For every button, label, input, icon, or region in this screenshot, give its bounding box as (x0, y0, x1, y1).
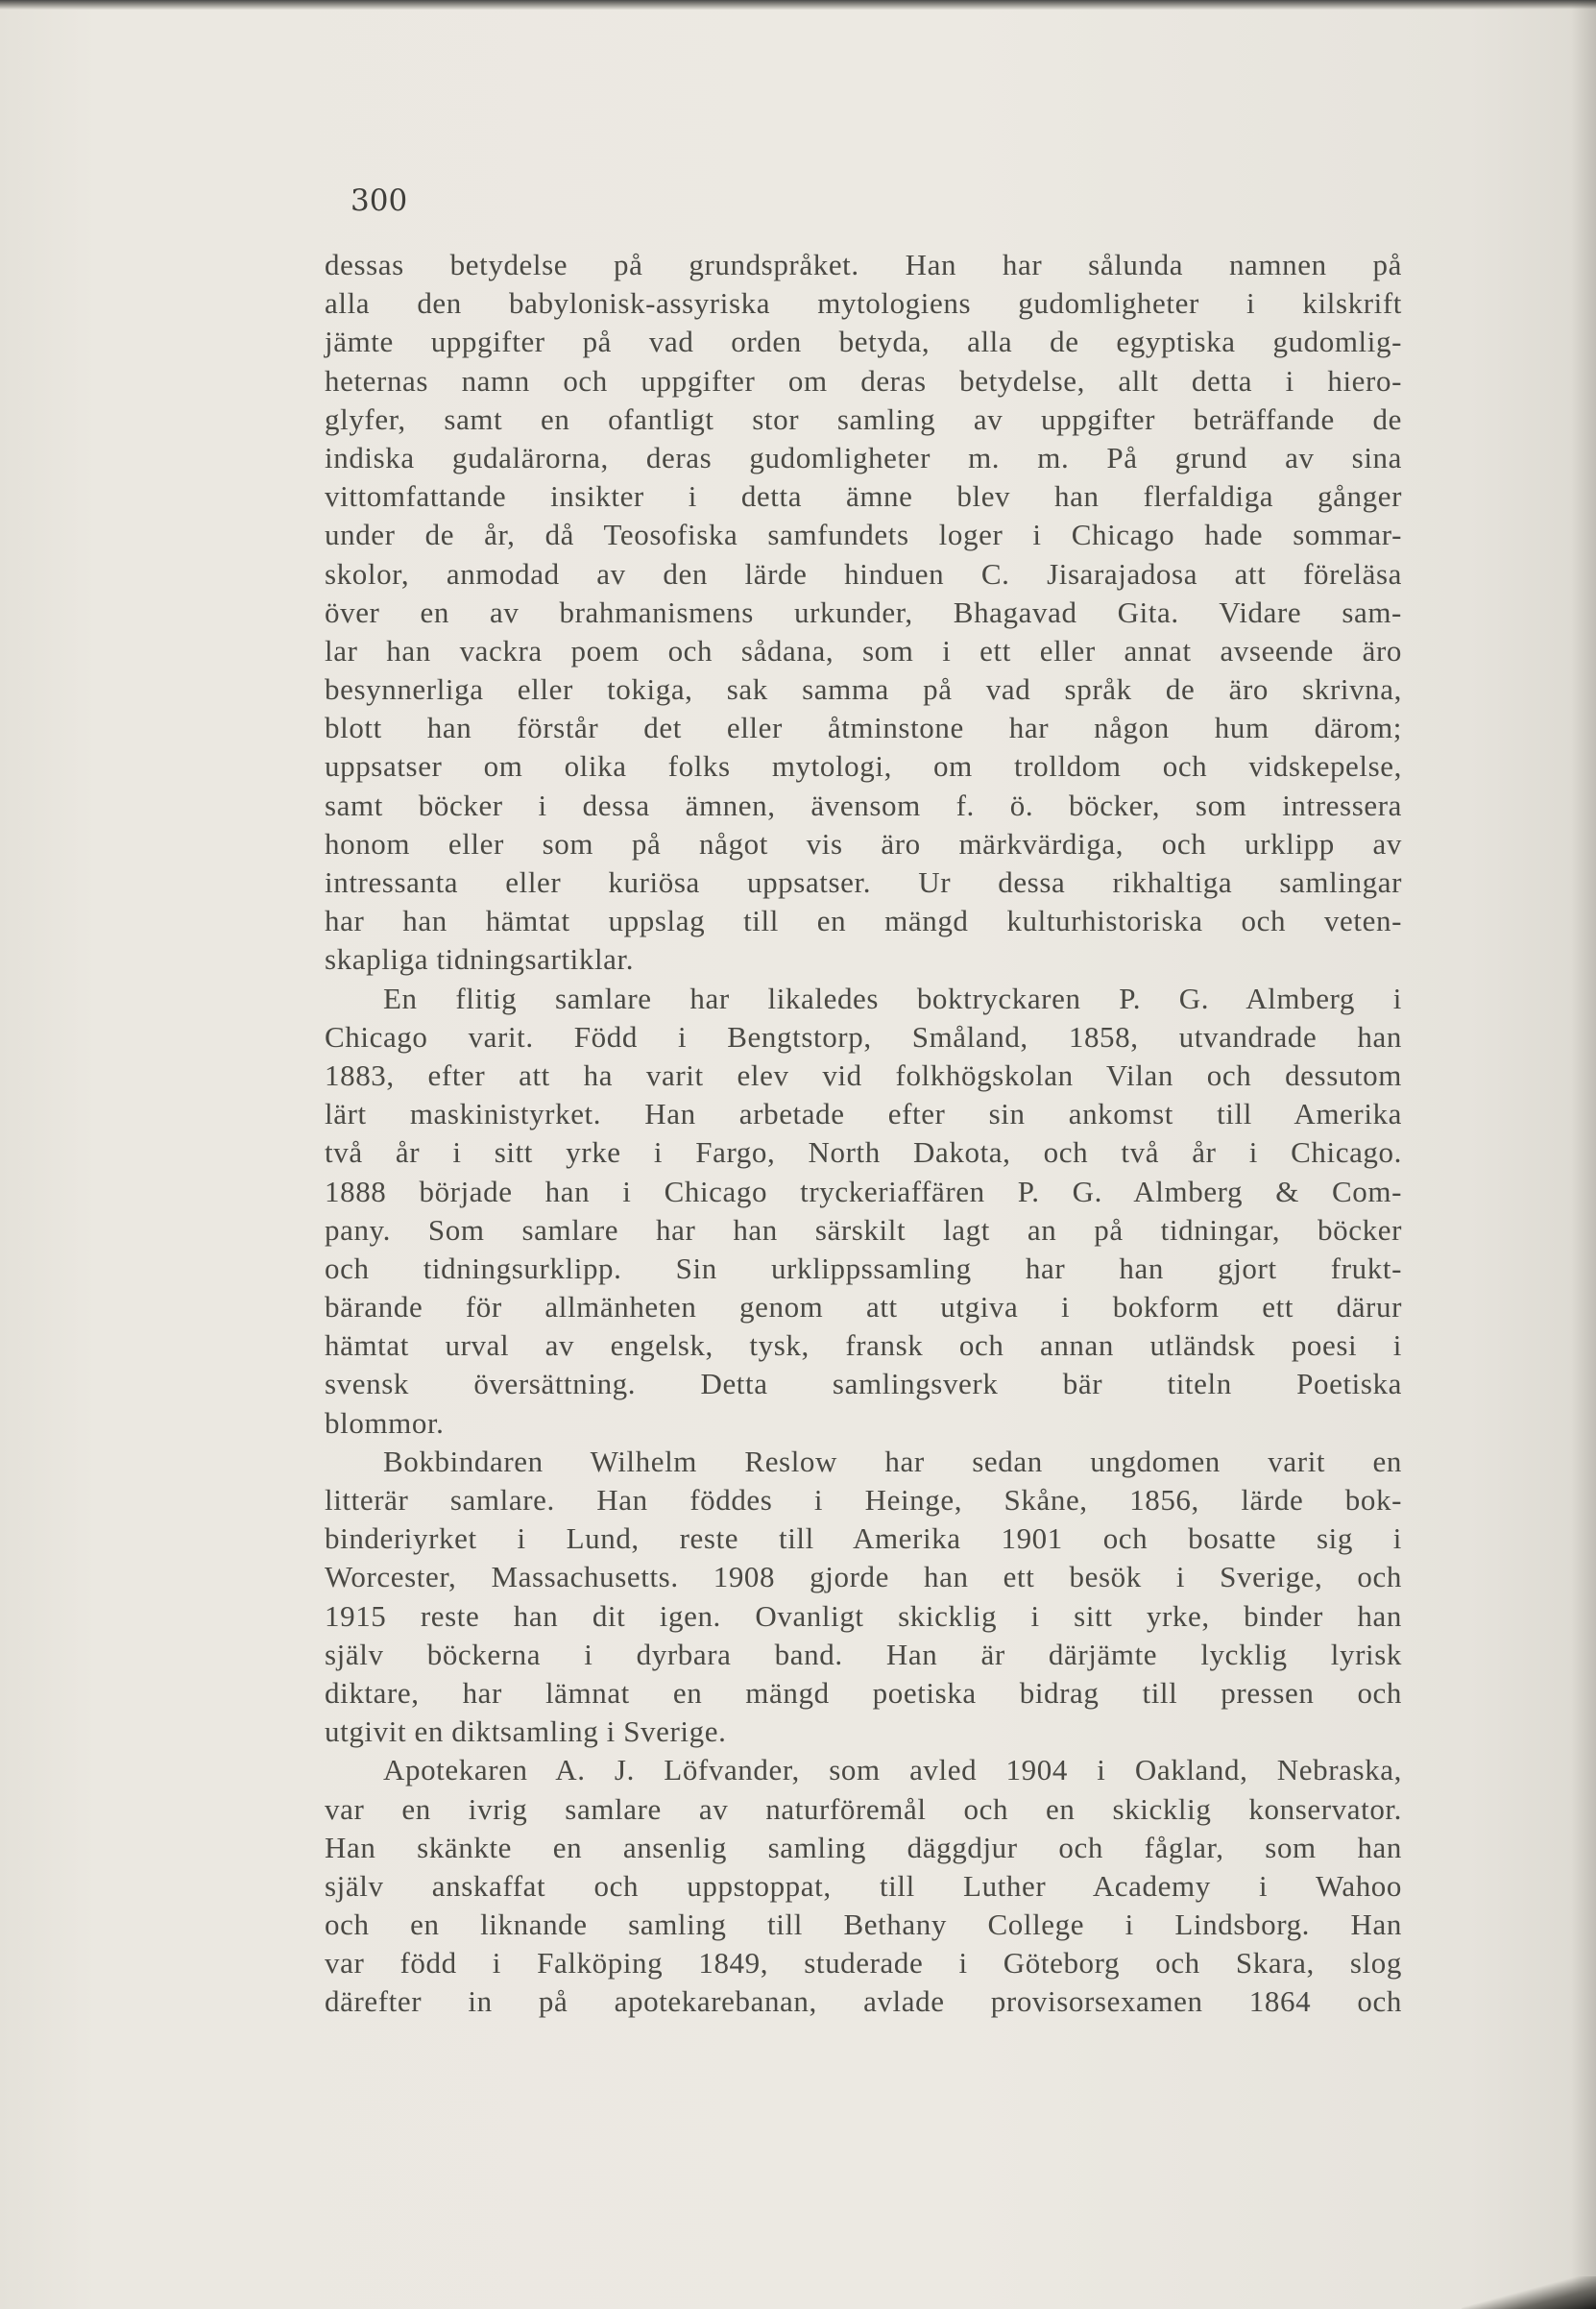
text-line: heternas namn och uppgifter om deras betydelse, allt detta i hiero- (325, 363, 1402, 398)
text-line: Han skänkte en ansenlig samling däggdjur och fåglar, som han (325, 1830, 1402, 1864)
text-line: skapliga tidningsartiklar. (325, 942, 635, 977)
text-line: uppsatser om olika folks mytologi, om trolldom och vidskepelse, (325, 749, 1402, 784)
text-line: var född i Falköping 1849, studerade i Göteborg och Skara, slog (325, 1946, 1402, 1981)
page-number: 300 (351, 183, 408, 218)
text-line: besynnerliga eller tokiga, sak samma på vad språk de äro skrivna, (325, 672, 1402, 707)
text-line: litterär samlare. Han föddes i Heinge, Skåne, 1856, lärde bok- (325, 1483, 1402, 1517)
text-line: 1883, efter att ha varit elev vid folkhögskolan Vilan och dessutom (325, 1057, 1402, 1092)
text-line: och en liknande samling till Bethany College i Lindsborg. Han (325, 1908, 1402, 1942)
text-line: var en ivrig samlare av naturföremål och en skicklig konservator. (325, 1791, 1402, 1826)
text-line: indiska gudalärorna, deras gudomligheter m. m. På grund av sina (325, 440, 1402, 474)
text-line: har han hämtat uppslag till en mängd kulturhistoriska och veten- (325, 904, 1402, 938)
text-line: utgivit en diktsamling i Sverige. (325, 1714, 727, 1749)
text-line: över en av brahmanismens urkunder, Bhagavad Gita. Vidare sam- (325, 595, 1402, 629)
page-corner-fold (1462, 2276, 1596, 2309)
text-line: och tidningsurklipp. Sin urklippssamling har han gjort frukt- (325, 1251, 1402, 1285)
text-line: vittomfattande insikter i detta ämne blev han flerfaldiga gånger (325, 479, 1402, 514)
text-line: jämte uppgifter på vad orden betyda, alla de egyptiska gudomlig- (325, 325, 1402, 359)
text-line: Bokbindaren Wilhelm Reslow har sedan ungdomen varit en (383, 1444, 1402, 1478)
body-text (325, 246, 1402, 2022)
text-line: 1888 började han i Chicago tryckeriaffären P. G. Almberg & Com- (325, 1174, 1402, 1208)
text-line: lar han vackra poem och sådana, som i ett eller annat avseende äro (325, 633, 1402, 668)
text-line: bärande för allmänheten genom att utgiva i bokform ett därur (325, 1290, 1402, 1325)
text-line: Apotekaren A. J. Löfvander, som avled 1904 i Oakland, Nebraska, (383, 1753, 1402, 1787)
page-binding-shadow (1571, 0, 1596, 2309)
text-line: själv anskaffat och uppstoppat, till Luther Academy i Wahoo (325, 1868, 1402, 1903)
text-line: honom eller som på något vis äro märkvärdiga, och urklipp av (325, 826, 1402, 861)
text-line: svensk översättning. Detta samlingsverk bär titeln Poetiska (325, 1367, 1402, 1401)
text-line: samt böcker i dessa ämnen, ävensom f. ö. böcker, som intressera (325, 788, 1402, 822)
text-line: skolor, anmodad av den lärde hinduen C. Jisarajadosa att föreläsa (325, 556, 1402, 591)
text-line: glyfer, samt en ofantligt stor samling av uppgifter beträffande de (325, 401, 1402, 436)
text-line: blommor. (325, 1405, 445, 1440)
text-line: själv böckerna i dyrbara band. Han är därjämte lycklig lyrisk (325, 1637, 1402, 1671)
text-line: En flitig samlare har likaledes boktryckaren P. G. Almberg i (383, 981, 1402, 1015)
text-line: två år i sitt yrke i Fargo, North Dakota, och två år i Chicago. (325, 1135, 1402, 1170)
text-line: Worcester, Massachusetts. 1908 gjorde han ett besök i Sverige, och (325, 1560, 1402, 1594)
text-line: därefter in på apotekarebanan, avlade provisorsexamen 1864 och (325, 1984, 1402, 2019)
text-line: alla den babylonisk-assyriska mytologiens gudomligheter i kilskrift (325, 286, 1402, 321)
text-line: Chicago varit. Född i Bengtstorp, Småland, 1858, utvandrade han (325, 1019, 1402, 1054)
page-top-edge (0, 0, 1596, 10)
text-line: blott han förstår det eller åtminstone har någon hum därom; (325, 711, 1402, 745)
text-line: under de år, då Teosofiska samfundets loger i Chicago hade sommar- (325, 518, 1402, 552)
text-line: dessas betydelse på grundspråket. Han har sålunda namnen på (325, 248, 1402, 281)
text-line: hämtat urval av engelsk, tysk, fransk och annan utländsk poesi i (325, 1328, 1402, 1363)
text-line: pany. Som samlare har han särskilt lagt an på tidningar, böcker (325, 1212, 1402, 1247)
text-line: binderiyrket i Lund, reste till Amerika 1901 och bosatte sig i (325, 1521, 1402, 1556)
text-line: diktare, har lämnat en mängd poetiska bidrag till pressen och (325, 1675, 1402, 1710)
text-line: lärt maskinistyrket. Han arbetade efter sin ankomst till Amerika (325, 1097, 1402, 1131)
text-line: intressanta eller kuriösa uppsatser. Ur dessa rikhaltiga samlingar (325, 865, 1402, 899)
text-line: 1915 reste han dit igen. Ovanligt skicklig i sitt yrke, binder han (325, 1598, 1402, 1633)
